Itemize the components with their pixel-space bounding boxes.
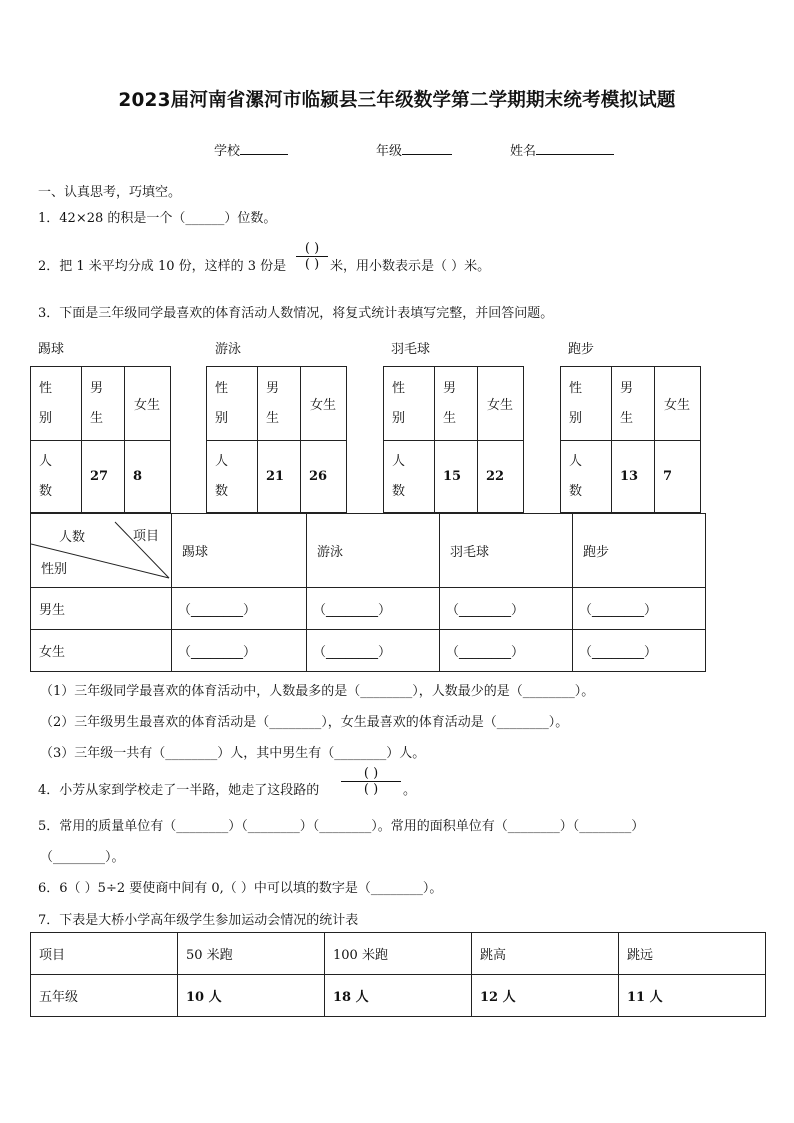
question-5-line-1: 5．常用的质量单位有（________）（________）（________）。常用的面积单位有（________）（________） — [38, 819, 645, 834]
question-2-prefix: 2．把 1 米平均分成 10 份，这样的 3 份是 — [38, 259, 287, 274]
row-count-label: 人 数 — [384, 441, 435, 513]
t7-header-50m: 50 米跑 — [178, 933, 325, 975]
section-heading: 一、认真思考，巧填空。 — [38, 185, 182, 200]
grade-label: 年级 — [376, 144, 403, 159]
name-blank — [536, 142, 614, 155]
male-count: 13 — [612, 441, 655, 513]
school-label: 学校 — [214, 144, 241, 159]
fraction-numerator: ( ) — [304, 241, 320, 256]
row-header-female: 女生 — [31, 630, 172, 672]
corner-cell — [31, 514, 172, 588]
question-5-line-2: （________）。 — [40, 850, 125, 865]
school-field — [214, 140, 288, 159]
row-header-male: 男生 — [31, 588, 172, 630]
row-count-label: 人 数 — [31, 441, 82, 513]
page-title: 2023届河南省漯河市临颍县三年级数学第二学期期末统考模拟试题 — [118, 90, 676, 111]
answer-blank: （________） — [573, 630, 706, 672]
fraction-denominator: ( ) — [304, 257, 320, 272]
table-label-football: 踢球 — [38, 342, 65, 357]
table-label-badminton: 羽毛球 — [391, 342, 431, 357]
t7-header-100m: 100 米跑 — [325, 933, 472, 975]
header-male: 男 生 — [435, 367, 478, 441]
grade-field — [376, 140, 452, 159]
male-count: 15 — [435, 441, 478, 513]
question-3: 3．下面是三年级同学最喜欢的体育活动人数情况，将复式统计表填写完整，并回答问题。 — [38, 306, 554, 321]
table-football — [30, 366, 171, 513]
table-swimming — [206, 366, 347, 513]
header-gender: 性 别 — [561, 367, 612, 441]
table-badminton — [383, 366, 524, 513]
female-count: 8 — [125, 441, 171, 513]
answer-blank: （________） — [172, 630, 307, 672]
question-2-fraction — [296, 241, 328, 272]
table-label-swimming: 游泳 — [215, 342, 242, 357]
name-field — [510, 140, 614, 159]
sports-meet-table — [30, 932, 766, 1017]
compound-table — [30, 513, 706, 672]
row-count-label: 人 数 — [207, 441, 258, 513]
corner-top-label: 人数 — [59, 530, 86, 545]
female-count: 22 — [478, 441, 524, 513]
col-header-badminton: 羽毛球 — [440, 514, 573, 588]
header-male: 男 生 — [82, 367, 125, 441]
header-gender: 性 别 — [384, 367, 435, 441]
name-label: 姓名 — [510, 144, 537, 159]
school-blank — [240, 142, 288, 155]
question-3-sub-1: （1）三年级同学最喜欢的体育活动中，人数最多的是（________），人数最少的是（________）。 — [40, 684, 595, 699]
header-female: 女生 — [125, 367, 171, 441]
female-count: 7 — [655, 441, 701, 513]
t7-cell-100m: 18 人 — [325, 975, 472, 1017]
question-3-sub-2: （2）三年级男生最喜欢的体育活动是（________），女生最喜欢的体育活动是（________）。 — [40, 715, 569, 730]
answer-blank: （________） — [440, 630, 573, 672]
t7-cell-50m: 10 人 — [178, 975, 325, 1017]
t7-header-high-jump: 跳高 — [472, 933, 619, 975]
question-4-prefix: 4．小芳从家到学校走了一半路，她走了这段路的 — [38, 783, 320, 798]
answer-blank: （________） — [307, 588, 440, 630]
answer-blank: （________） — [172, 588, 307, 630]
corner-right-label: 项目 — [133, 529, 160, 544]
table-label-running: 跑步 — [568, 342, 595, 357]
t7-header-long-jump: 跳远 — [619, 933, 766, 975]
header-male: 男 生 — [258, 367, 301, 441]
col-header-swimming: 游泳 — [307, 514, 440, 588]
male-count: 21 — [258, 441, 301, 513]
col-header-football: 踢球 — [172, 514, 307, 588]
table-running — [560, 366, 701, 513]
header-male: 男 生 — [612, 367, 655, 441]
fraction-denominator: ( ) — [363, 782, 379, 797]
answer-blank: （________） — [573, 588, 706, 630]
corner-bottom-label: 性别 — [41, 562, 68, 577]
t7-header-item: 项目 — [31, 933, 178, 975]
col-header-running: 跑步 — [573, 514, 706, 588]
t7-cell-high-jump: 12 人 — [472, 975, 619, 1017]
question-3-sub-3: （3）三年级一共有（________）人，其中男生有（________）人。 — [40, 746, 426, 761]
grade-blank — [402, 142, 452, 155]
t7-cell-long-jump: 11 人 — [619, 975, 766, 1017]
header-female: 女生 — [301, 367, 347, 441]
header-gender: 性 别 — [207, 367, 258, 441]
header-gender: 性 别 — [31, 367, 82, 441]
question-4-fraction — [341, 766, 401, 797]
answer-blank: （________） — [440, 588, 573, 630]
question-6: 6．6（ ）5÷2 要使商中间有 0,（ ）中可以填的数字是（________）。 — [38, 881, 443, 896]
question-7: 7．下表是大桥小学高年级学生参加运动会情况的统计表 — [38, 913, 359, 928]
male-count: 27 — [82, 441, 125, 513]
header-female: 女生 — [655, 367, 701, 441]
question-1: 1．42×28 的积是一个（______）位数。 — [38, 211, 277, 226]
question-2-suffix: 米，用小数表示是（ ）米。 — [330, 259, 491, 274]
question-4-suffix: 。 — [403, 783, 417, 798]
row-count-label: 人 数 — [561, 441, 612, 513]
answer-blank: （________） — [307, 630, 440, 672]
fraction-numerator: ( ) — [363, 766, 379, 781]
t7-row-grade: 五年级 — [31, 975, 178, 1017]
female-count: 26 — [301, 441, 347, 513]
header-female: 女生 — [478, 367, 524, 441]
